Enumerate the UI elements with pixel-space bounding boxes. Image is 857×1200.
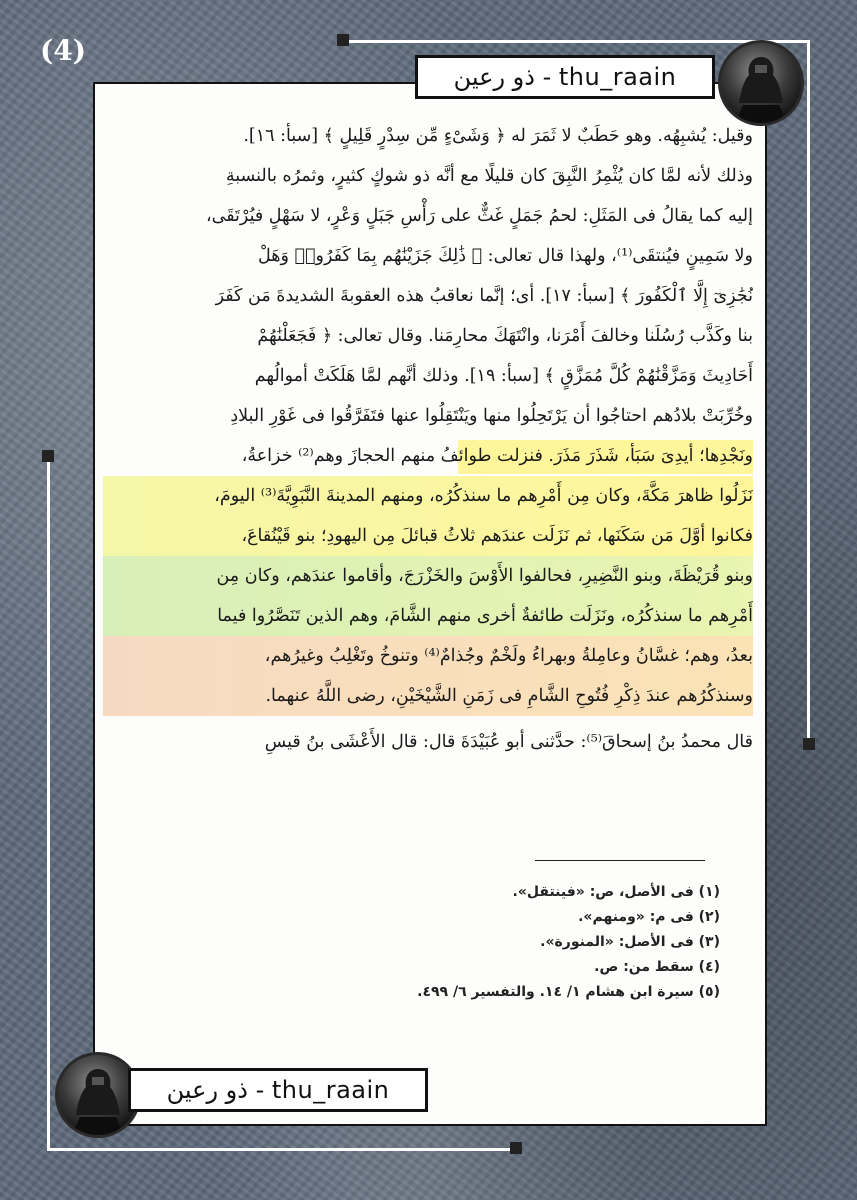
- frame-corner-square: [803, 738, 815, 750]
- frame-corner-square: [510, 1142, 522, 1154]
- text-line: قال محمدُ بنُ إسحاقَ⁽⁵⁾: حدَّثنى أبو عُبَيْدَةَ قال: قال الأَعْشَى بنُ قيسِ: [264, 732, 753, 752]
- text-line-highlighted: أَمْرِهم ما سنذكُرُه، ونَزَلَت طائفةٌ أخرى منهم الشَّامَ، وهم الذين تَنَصَّرُوا فيما: [103, 596, 753, 636]
- text-line-highlighted: وبنو قُرَيْظَةَ، وبنو النَّضِيرِ، فحالفوا الأَوْسَ والخَزْرَجَ، وأقاموا عندَهم، وكان مِن: [103, 556, 753, 596]
- frame-top-line: [343, 40, 810, 43]
- footnote-item: (٣) فى الأصل: «المنورة».: [540, 934, 720, 950]
- text-line-highlighted: ونَجْدِها؛ أيدِىَ سَبَأ، شَذَرَ مَذَرَ. فنزلت طوائفُ منهم الحجازَ وهم⁽²⁾ خزاعةُ،: [103, 436, 753, 476]
- text-line: وقيل: يُشبِهُه. وهو حَطَبٌ لا ثَمَرَ له ﴿ وَشَىْءٍ مِّن سِدْرٍ قَلِيلٍ ﴾ [سبأ: ١٦].: [243, 126, 753, 146]
- footnotes: [300, 880, 720, 1005]
- watermark-badge: ذو رعين - thu_raain: [415, 55, 715, 99]
- frame-corner-square: [337, 34, 349, 46]
- watermark-badge: ذو رعين - thu_raain: [128, 1068, 428, 1112]
- frame-right-line: [807, 40, 810, 745]
- text-line: نُجَٰزِىٓ إِلَّا ٱلْكَفُورَ ﴾ [سبأ: ١٧]. أى؛ إنَّما نعاقبُ هذه العقوبةَ الشديدةَ مَن كَفَرَ: [215, 286, 753, 306]
- text-line: وخُرِّبَتْ بلادُهم احتاجُوا أن يَرْتَحِلُوا منها ويَنْتَقِلُوا عنها فتَفَرَّقُوا فى غَوْرِ البلادِ: [230, 406, 753, 426]
- footnote-item: (٥) سيرة ابن هشام ١/ ١٤. والتفسير ٦/ ٤٩٩.: [417, 984, 720, 1000]
- text-line: وذلك لأنه لمَّا كان يُثْمِرُ النَّبِقَ كان قليلًا مع أنَّه ذو شوكٍ كثيرٍ، وثمرُه بالنسبةِ: [225, 166, 753, 186]
- footnote-item: (١) فى الأصل، ص: «فينتقل».: [512, 884, 720, 900]
- knight-avatar-icon: [718, 40, 804, 126]
- text-line: أَحَادِيثَ وَمَزَّقْنَٰهُمْ كُلَّ مُمَزَّقٍ ﴾ [سبأ: ١٩]. وذلك أنَّهم لمَّا هَلَكَتْ أموالُهم: [254, 366, 753, 386]
- text-line: إليه كما يقالُ فى المَثَلِ: لحمُ جَمَلٍ غَثٌّ على رَأْسِ جَبَلٍ وَعْرٍ، لا سَهْلٍ فيُرْتَقَى،: [205, 206, 753, 226]
- footnote-divider: [535, 860, 705, 861]
- frame-corner-square: [42, 450, 54, 462]
- footnote-item: (٤) سقط من: ص.: [594, 959, 720, 975]
- frame-left-line: [47, 458, 50, 1150]
- page-number: (4): [40, 34, 86, 67]
- text-line-highlighted: فكانوا أوَّلَ مَن سَكَنَها، ثم نَزَلَت عندَهم ثلاثُ قبائلَ مِن اليهودِ؛ بنو قَيْنُقاعَ،: [103, 516, 753, 556]
- footnote-item: (٢) فى م: «ومنهم».: [578, 909, 720, 925]
- text-line-highlighted: وسنذكُرُهم عندَ ذِكْرِ فُتُوحِ الشَّامِ فى زَمَنِ الشَّيْخَيْنِ، رضى اللَّهُ عنهما.: [103, 676, 753, 716]
- text-line: ولا سَمِينٍ فيُنتقَى⁽¹⁾، ولهذا قال تعالى: ﴿ ذَٰلِكَ جَزَيْنَٰهُم بِمَا كَفَرُوا۟ وَهَلْ: [258, 246, 753, 266]
- text-line: بنا وكَذَّب رُسُلَنا وخالفَ أَمْرَنا، وانْتَهَكَ محارِمَنا. وقال تعالى: ﴿ فَجَعَلْنَٰهُمْ: [257, 326, 753, 346]
- page-body-text: [103, 116, 753, 762]
- text-line-highlighted: نَزَلُوا ظاهرَ مَكَّةَ، وكان مِن أَمْرِهم ما سنذكُرُه، ومنهم المدينةَ النَّبَوِيَّةَ⁽³⁾ اليومَ،: [103, 476, 753, 516]
- frame-bottom-line: [47, 1148, 517, 1151]
- text-line-highlighted: بعدُ، وهم؛ غسَّانُ وعامِلةُ وبهراءُ ولَخْمٌ وجُذامٌ⁽⁴⁾ وتنوخُ وتَغْلِبُ وغيرُهم،: [103, 636, 753, 676]
